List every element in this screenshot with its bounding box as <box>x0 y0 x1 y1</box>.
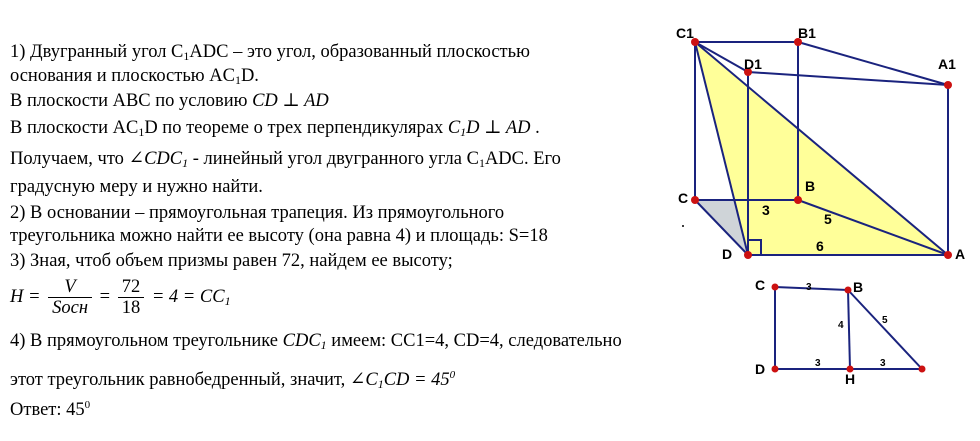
fraction-72-18: $\frac{72}{18}$ <box>118 277 145 318</box>
trap-vertex-e <box>919 366 926 373</box>
trap-len-height: 4 <box>838 320 844 331</box>
solution-line-2: основания и плоскостью $AC_1D$. <box>10 66 259 87</box>
label-a1: A1 <box>938 56 956 72</box>
edge-b1-a1 <box>798 42 948 85</box>
fraction-v-sosn: $\frac{V}{\text{Sосн}}$ <box>48 277 92 318</box>
trap-vertex-b <box>845 287 852 294</box>
trap-label-d: D <box>755 361 766 377</box>
solution-line-7: 2) В основании – прямоугольная трапеция. Из прямоугольного <box>10 203 505 223</box>
triangle-cdc1: $CDC_1$ <box>282 331 327 352</box>
solution-line-12: этот треугольник равнобедренный, значит, $\angle C_1CD = 45^0$ <box>10 369 456 391</box>
trap-label-b: B <box>853 279 864 295</box>
edge-d1-a1 <box>748 72 948 85</box>
label-d: D <box>722 246 733 262</box>
label-a: A <box>955 246 966 262</box>
stray-dot <box>682 225 684 227</box>
angle-cdc1: $\angle CDC_1$ <box>128 149 189 170</box>
solution-line-5: Получаем, что $\angle CDC_1$ - линейный угол двугранного угла $C_1ADC$. Его <box>10 149 561 170</box>
perp-c1d-ad: $C_1D$ ⊥ AD <box>447 118 531 139</box>
trap-len-slant: 5 <box>882 315 888 326</box>
solution-line-11: 4) В прямоугольном треугольнике $CDC_1$ имеем: CC1=4, CD=4, следовательно <box>10 331 622 352</box>
trap-vertex-d <box>772 366 779 373</box>
vertex-b <box>794 196 802 204</box>
vertex-a1 <box>944 81 952 89</box>
vertex-d <box>744 251 752 259</box>
trap-len-bottom-left: 3 <box>815 358 821 369</box>
solution-line-1: 1) Двугранный угол $C_1ADC$ – это угол, образованный плоскостью <box>10 42 530 63</box>
label-b1: B1 <box>798 25 816 41</box>
perp-cd-ad: CD ⊥ AD <box>252 91 329 111</box>
label-c1: C1 <box>676 25 694 41</box>
edge-label-5: 5 <box>824 211 832 227</box>
trap-len-top: 3 <box>806 282 812 293</box>
trap-len-bottom-right: 3 <box>880 358 886 369</box>
trapezoid-figure <box>755 277 926 387</box>
answer-line: Ответ: $45^0$ <box>10 399 91 420</box>
solution-line-3: В плоскости ABC по условию CD ⊥ AD <box>10 91 329 111</box>
vertex-c <box>691 196 699 204</box>
label-c: C <box>678 190 689 206</box>
trap-label-h: H <box>845 371 856 387</box>
solution-line-4: В плоскости $AC_1D$ по теореме о трех перпендикулярах $C_1D$ ⊥ AD . <box>10 118 540 139</box>
solution-line-6: градусную меру и нужно найти. <box>10 177 263 197</box>
label-b: B <box>805 178 816 194</box>
trap-height-bh <box>848 290 850 369</box>
solution-line-8: треугольника можно найти ее высоту (она равна 4) и площадь: S=18 <box>10 226 548 246</box>
edge-label-3: 3 <box>762 202 770 218</box>
angle-c1cd: $\angle C_1CD = 45^0$ <box>349 369 456 391</box>
trap-label-c: C <box>755 277 766 293</box>
trap-vertex-c <box>772 284 779 291</box>
height-formula: H = $\frac{V}{\text{Sосн}}$ = $\frac{72}{18}$ = $4 = CC_1$ <box>10 277 231 319</box>
edge-label-6: 6 <box>816 238 824 254</box>
vertex-a <box>944 251 952 259</box>
solution-line-9: 3) Зная, чтоб объем призмы равен 72, найдем ее высоту; <box>10 251 453 271</box>
label-d1: D1 <box>744 56 762 72</box>
